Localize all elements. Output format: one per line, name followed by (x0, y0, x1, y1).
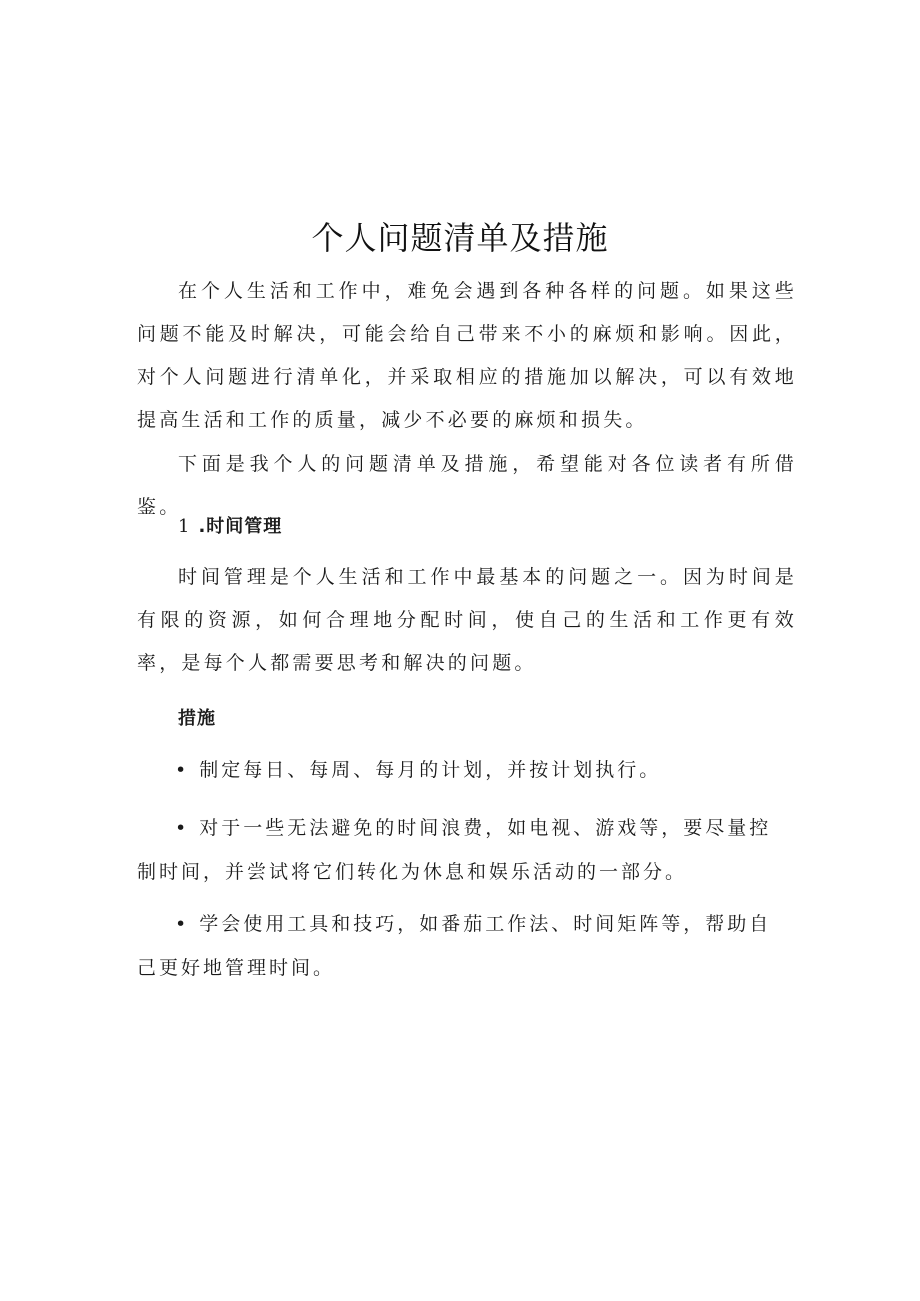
measure-text: 制定每日、每周、每月的计划，并按计划执行。 (199, 759, 662, 781)
measure-item (137, 806, 777, 894)
document-title: 个人问题清单及措施 (311, 219, 609, 257)
bullet-dot: • (175, 913, 190, 935)
section-number: 1 (178, 516, 191, 537)
lead-paragraph: 下面是我个人的问题清单及措施，希望能对各位读者有所借鉴。 (137, 453, 797, 518)
section-heading (178, 512, 282, 542)
measure-text: 学会使用工具和技巧，如番茄工作法、时间矩阵等，帮助自己更好地管理时间。 (137, 913, 772, 979)
measure-item (137, 748, 815, 792)
section-body-paragraph: 时间管理是个人生活和工作中最基本的问题之一。因为时间是有限的资源，如何合理地分配时间，使自己的生活和工作更有效率，是每个人都需要思考和解决的问题。 (137, 566, 797, 674)
measures-heading: 措施 (178, 708, 216, 729)
intro-paragraph: 在个人生活和工作中，难免会遇到各种各样的问题。如果这些问题不能及时解决，可能会给自己带来不小的麻烦和影响。因此，对个人问题进行清单化，并采取相应的措施加以解决，可以有效地提高生活和工作的质量，减少不必要的麻烦和损失。 (137, 280, 797, 431)
measure-text: 对于一些无法避免的时间浪费，如电视、游戏等，要尽量控制时间，并尝试将它们转化为休息和娱乐活动的一部分。 (137, 817, 772, 883)
bullet-dot: • (175, 759, 190, 781)
measure-item (137, 902, 777, 990)
bullet-dot: • (175, 817, 190, 839)
section-title: .时间管理 (198, 516, 283, 537)
